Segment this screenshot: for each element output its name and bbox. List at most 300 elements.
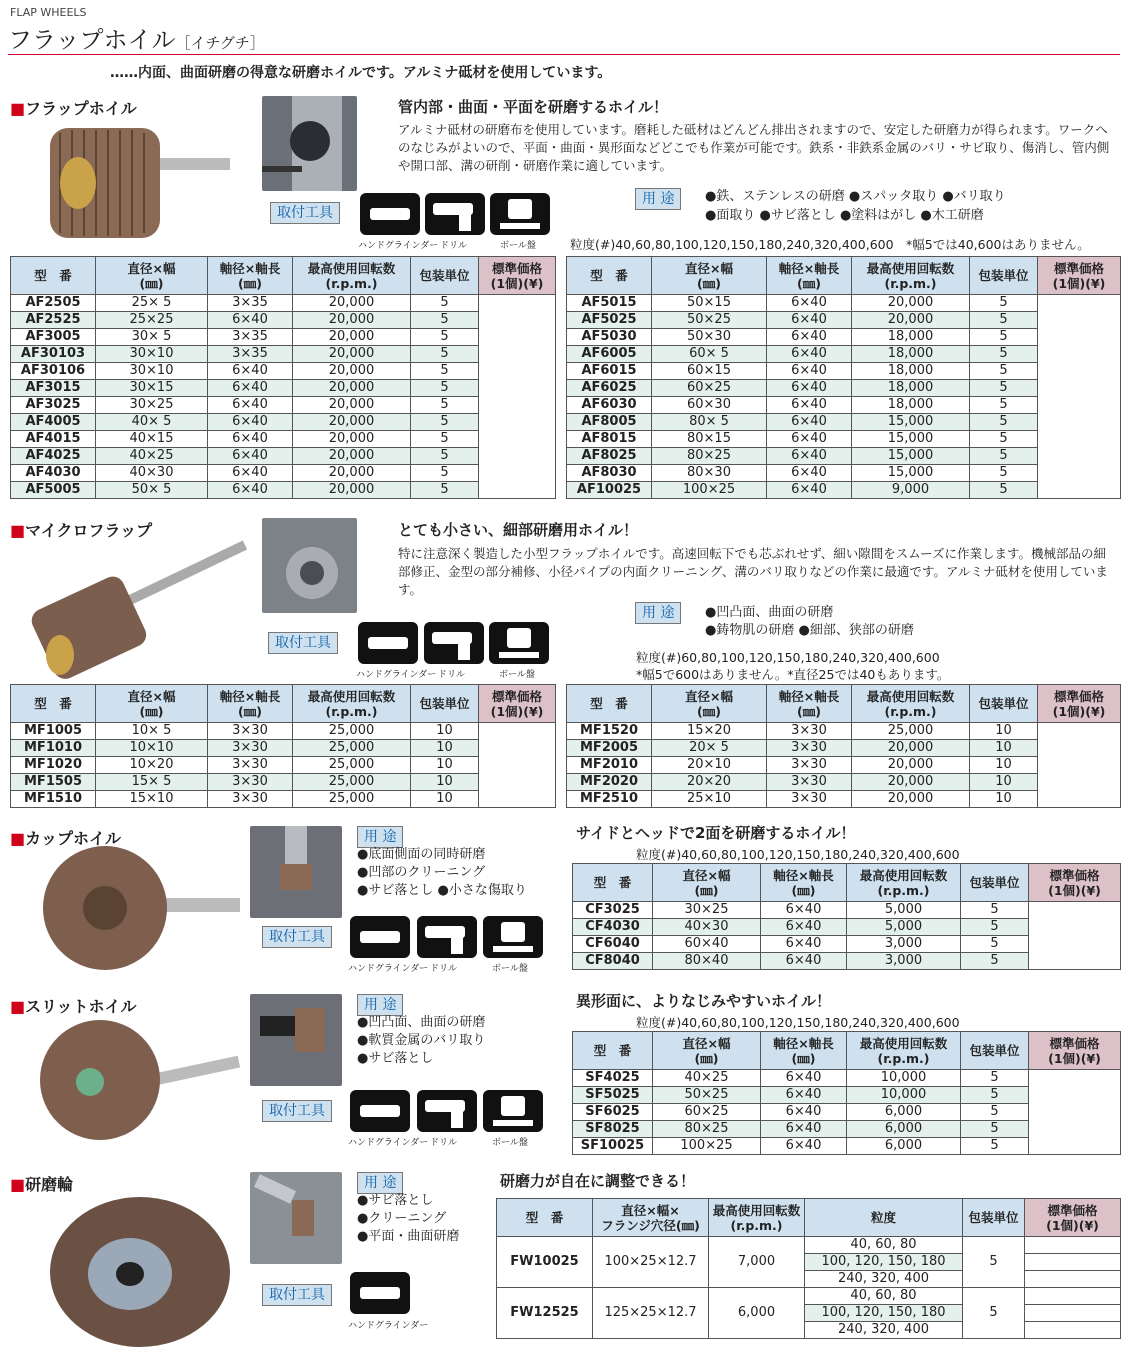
section-title-af: ■フラップホイル [10,99,137,118]
table-cell: 5 [970,431,1038,448]
table-cell: 60×15 [652,363,767,380]
table-cell: 20,000 [293,448,411,465]
table-cell: CF3025 [573,902,653,919]
grinder-icon [350,1272,410,1314]
table-row [567,329,1121,346]
table-header: 直径×幅 (㎜) [652,257,767,295]
table-header: 軸径×軸長 (㎜) [767,685,852,723]
mf-usage-photo [262,518,357,613]
table-cell: AF5025 [567,312,652,329]
table-cell: 5 [411,448,479,465]
fw-tool-tag: 取付工具 [262,1284,332,1306]
table-cell: 5 [961,902,1029,919]
table-cell: 5 [411,312,479,329]
cf-product-image [30,836,240,986]
grit-cell: 240, 320, 400 [805,1271,963,1288]
intro-text: ……内面、曲面研磨の得意な研磨ホイルです。アルミナ砥材を使用しています。 [110,65,612,81]
table-cell: MF1505 [11,774,96,791]
table-row [567,431,1121,448]
fw-usage-list: ●サビ落とし ●クリーニング ●平面・曲面研磨 [357,1193,460,1244]
drill-press-icon [489,622,549,664]
table-cell: 50×25 [653,1087,761,1104]
table-header: 軸径×軸長 (㎜) [767,257,852,295]
table-cell: 6×40 [761,1138,847,1155]
table-header: 軸径×軸長 (㎜) [208,685,293,723]
table-cell: 15,000 [852,431,970,448]
table-row [497,1237,1121,1254]
table-header: 軸径×軸長 (㎜) [761,1032,847,1070]
mf-usage-1: ●凹凸面、曲面の研磨 [705,605,834,620]
table-cell: 3×30 [208,723,293,740]
table-cell: 18,000 [852,380,970,397]
table-cell: 80×15 [652,431,767,448]
table-cell: 3×30 [767,740,852,757]
drill-icon [417,916,477,958]
table-cell: 3×35 [208,295,293,312]
table-row [567,774,1121,791]
table-cell: 3×30 [767,774,852,791]
table-header: 型 番 [573,1032,653,1070]
table-header: 標準価格 (1個)(¥) [479,257,556,295]
table-cell: 5 [961,1070,1029,1087]
table-header: 包装単位 [970,257,1038,295]
table-cell: 80×30 [652,465,767,482]
grit-cell: 40, 60, 80 [805,1237,963,1254]
table-cell: 6×40 [208,431,293,448]
table-row [11,791,556,808]
table-cell: 25× 5 [96,295,208,312]
table-row [11,397,556,414]
grit-cell: 100, 120, 150, 180 [805,1305,963,1322]
mf-headline: とても小さい、細部研磨用ホイル！ [398,521,639,539]
table-cell: 5 [970,465,1038,482]
table-cell: 5 [411,295,479,312]
table-cell: 5 [961,1138,1029,1155]
cf-usage-tag: 用 途 [357,826,403,848]
section-title-cf: ■カップホイル [10,829,121,848]
table-cell: 5 [411,397,479,414]
table-row [11,295,556,312]
table-row [567,723,1121,740]
table-row [11,312,556,329]
cf-grit: 粒度(#)40,60,80,100,120,150,180,240,320,400,600 [636,847,960,862]
table-header: 型 番 [567,257,652,295]
table-cell: 5 [970,380,1038,397]
table-cell: 20,000 [293,380,411,397]
table-cell: 18,000 [852,346,970,363]
table-cell: 25×25 [96,312,208,329]
table-header: 型 番 [11,257,96,295]
table-cell: 5 [970,346,1038,363]
table-cell: 18,000 [852,397,970,414]
table-cell: AF4030 [11,465,96,482]
table-cell: 3×30 [767,757,852,774]
table-cell: SF8025 [573,1121,653,1138]
table-cell: 5 [411,363,479,380]
mf-description: 特に注意深く製造した小型フラップホイルです。高速回転下でも芯ぶれせず、細い隙間をスムーズに作業します。機械部品の細部修正、金型の部分補修、小径パイプの内面クリーニング、溝のバリ取りなどの作業に最適です。アルミナ砥材を使用しています。 [398,546,1108,597]
table-header: 最高使用回転数 (r.p.m.) [847,1032,961,1070]
table-row [567,346,1121,363]
table-row [567,448,1121,465]
table-cell: 6×40 [761,902,847,919]
table-cell: 80× 5 [652,414,767,431]
sf-headline: 異形面に、よりなじみやすいホイル！ [576,992,832,1010]
drill-icon [424,622,484,664]
table-cell: AF10025 [567,482,652,499]
table-cell: 6×40 [208,363,293,380]
table-header: 粒度 [805,1199,963,1237]
drill-press-icon [483,916,543,958]
af-usage-tag: 用 途 [635,188,681,210]
table-cell: 3×30 [208,791,293,808]
table-header: 型 番 [11,685,96,723]
table-row [567,312,1121,329]
table-cell: 15×20 [652,723,767,740]
table-cell: 20,000 [852,295,970,312]
table-header: 直径×幅× フランジ穴径(㎜) [593,1199,709,1237]
table-cell: AF8005 [567,414,652,431]
table-cell: 9,000 [852,482,970,499]
table-cell: 40×25 [96,448,208,465]
table-cell: 25×10 [652,791,767,808]
sf-table [572,1031,1121,1155]
af-product-image [30,118,230,248]
grit-cell: 100, 120, 150, 180 [805,1254,963,1271]
cf-usage-photo [250,826,342,918]
table-cell: AF30106 [11,363,96,380]
table-cell: 25,000 [293,723,411,740]
table-cell: 20,000 [293,363,411,380]
mf-product-image [20,540,250,680]
table-cell: AF6015 [567,363,652,380]
table-row [11,380,556,397]
table-cell: 20×20 [652,774,767,791]
table-row [567,740,1121,757]
table-row [567,757,1121,774]
table-cell: AF3025 [11,397,96,414]
table-cell: AF4015 [11,431,96,448]
table-cell: 5 [970,482,1038,499]
table-cell: 5 [411,482,479,499]
fw-usage-tag: 用 途 [357,1172,403,1194]
table-cell: 6×40 [208,465,293,482]
table-header: 最高使用回転数 (r.p.m.) [847,864,961,902]
table-cell: 20,000 [293,295,411,312]
table-row [11,774,556,791]
price-cell [1038,295,1121,499]
table-cell: 6×40 [767,312,852,329]
table-cell: 6,000 [709,1288,805,1339]
table-cell: 6×40 [761,1104,847,1121]
table-cell: 15,000 [852,414,970,431]
table-cell: 6×40 [767,329,852,346]
table-cell: 10 [970,774,1038,791]
mf-grit-1: 粒度(#)60,80,100,120,150,180,240,320,400,600 [636,650,940,665]
table-cell: 25,000 [293,774,411,791]
table-cell: 20,000 [852,774,970,791]
table-row [567,465,1121,482]
table-cell: 100×25 [653,1138,761,1155]
table-cell: AF3005 [11,329,96,346]
table-cell: 6×40 [208,312,293,329]
table-cell: 18,000 [852,329,970,346]
table-cell: 10 [970,757,1038,774]
table-row [11,363,556,380]
fw-usage-photo [250,1172,342,1264]
table-header: 包装単位 [411,257,479,295]
table-cell: AF5005 [11,482,96,499]
table-cell: 60× 5 [652,346,767,363]
table-cell: 20,000 [293,397,411,414]
table-row [497,1288,1121,1305]
price-cell [1038,723,1121,808]
price-cell [1025,1237,1121,1254]
table-cell: 50×15 [652,295,767,312]
af-usage-photo [262,96,357,191]
table-cell: MF1010 [11,740,96,757]
table-cell: 20× 5 [652,740,767,757]
table-cell: SF10025 [573,1138,653,1155]
grinder-icon [358,622,418,664]
table-cell: 5 [411,431,479,448]
cf-table [572,863,1121,970]
price-cell [479,723,556,808]
table-cell: 6×40 [208,448,293,465]
table-cell: CF6040 [573,936,653,953]
table-header: 軸径×軸長 (㎜) [208,257,293,295]
table-header: 標準価格 (1個)(¥) [1038,257,1121,295]
table-cell: 100×25×12.7 [593,1237,709,1288]
table-cell: CF8040 [573,953,653,970]
table-cell: 5 [970,312,1038,329]
table-cell: AF8015 [567,431,652,448]
table-cell: 6×40 [767,482,852,499]
price-cell [1025,1254,1121,1271]
grinder-icon [350,916,410,958]
table-cell: 20,000 [293,482,411,499]
table-cell: 6×40 [767,431,852,448]
table-cell: 15× 5 [96,774,208,791]
table-cell: 5,000 [847,902,961,919]
mf-grit-2: *幅5で600はありません。*直径25では40もあります。 [636,667,950,682]
table-cell: 10 [411,791,479,808]
table-cell: 15,000 [852,465,970,482]
table-cell: 40×15 [96,431,208,448]
table-row [567,414,1121,431]
table-cell: 5 [970,329,1038,346]
table-cell: MF2005 [567,740,652,757]
table-row [573,902,1121,919]
table-cell: 6×40 [767,465,852,482]
table-cell: 6×40 [767,295,852,312]
table-header: 直径×幅 (㎜) [653,1032,761,1070]
table-header: 最高使用回転数 (r.p.m.) [293,257,411,295]
table-cell: AF8030 [567,465,652,482]
table-cell: 50×25 [652,312,767,329]
table-cell: 15×10 [96,791,208,808]
table-cell: 30×10 [96,363,208,380]
table-cell: AF5015 [567,295,652,312]
table-cell: 60×25 [652,380,767,397]
table-cell: 80×25 [652,448,767,465]
table-cell: AF6030 [567,397,652,414]
table-cell: 5 [970,414,1038,431]
cf-tool-tag: 取付工具 [262,926,332,948]
table-cell: 6×40 [208,414,293,431]
table-cell: CF4030 [573,919,653,936]
table-row [11,757,556,774]
table-cell: 5 [970,363,1038,380]
table-row [567,380,1121,397]
table-cell: 6×40 [767,346,852,363]
table-cell: 125×25×12.7 [593,1288,709,1339]
grinder-icon [350,1090,410,1132]
table-cell: MF1005 [11,723,96,740]
table-row [11,482,556,499]
mf-usage-tag: 用 途 [635,602,681,624]
fw-headline: 研磨力が自在に調整できる！ [500,1172,696,1190]
table-cell: MF2510 [567,791,652,808]
table-cell: 3×30 [208,740,293,757]
table-header: 標準価格 (1個)(¥) [1025,1199,1121,1237]
af-usage-2: ●面取り ●サビ落とし ●塗料はがし ●木工研磨 [705,208,984,223]
table-cell: 20,000 [852,791,970,808]
table-row [11,346,556,363]
header-en: FLAP WHEELS [10,6,87,19]
grinder-icon [360,193,420,235]
table-header: 直径×幅 (㎜) [96,685,208,723]
table-cell: 6×40 [761,953,847,970]
af-tool-tag: 取付工具 [270,202,340,224]
table-cell: MF2010 [567,757,652,774]
table-cell: 18,000 [852,363,970,380]
table-cell: 20,000 [293,312,411,329]
price-cell [1025,1288,1121,1305]
table-cell: AF8025 [567,448,652,465]
table-cell: 5 [961,1121,1029,1138]
sf-grit: 粒度(#)40,60,80,100,120,150,180,240,320,400,600 [636,1015,960,1030]
table-header: 標準価格 (1個)(¥) [1038,685,1121,723]
table-header: 包装単位 [961,864,1029,902]
table-cell: 6×40 [208,482,293,499]
table-cell: 20,000 [293,431,411,448]
table-cell: 5 [963,1288,1025,1339]
table-cell: 6×40 [767,397,852,414]
table-cell: 6×40 [767,448,852,465]
table-header: 最高使用回転数 (r.p.m.) [709,1199,805,1237]
table-row [567,397,1121,414]
table-header: 包装単位 [963,1199,1025,1237]
table-header: 包装単位 [961,1032,1029,1070]
cf-headline: サイドとヘッドで2面を研磨するホイル！ [576,824,856,842]
table-header: 型 番 [573,864,653,902]
table-cell: 80×25 [653,1121,761,1138]
mf-tool-tag: 取付工具 [268,632,338,654]
table-cell: 6×40 [761,1070,847,1087]
table-cell: 3×35 [208,346,293,363]
table-cell: 20,000 [293,414,411,431]
table-header: 直径×幅 (㎜) [652,685,767,723]
mf-table-right [566,684,1121,808]
table-row [573,1070,1121,1087]
table-cell: 40×25 [653,1070,761,1087]
table-cell: 30×15 [96,380,208,397]
section-title-fw: ■研磨輪 [10,1175,74,1194]
price-cell [1025,1322,1121,1339]
table-cell: 5 [970,397,1038,414]
table-cell: 5 [411,414,479,431]
table-cell: 6×40 [767,363,852,380]
table-cell: MF1510 [11,791,96,808]
section-title-mf: ■マイクロフラップ [10,521,153,540]
table-cell: AF5030 [567,329,652,346]
af-grit: 粒度(#)40,60,80,100,120,150,180,240,320,400,600 *幅5では40,600はありません。 [570,237,1090,252]
table-cell: 10 [411,740,479,757]
table-cell: 6×40 [208,397,293,414]
table-row [567,295,1121,312]
table-cell: 100×25 [652,482,767,499]
header-divider [8,54,1120,55]
cf-usage-list: ●底面側面の同時研磨 ●凹部のクリーニング ●サビ落とし ●小さな傷取り [357,847,527,898]
table-cell: 5 [963,1237,1025,1288]
table-header: 包装単位 [970,685,1038,723]
af-table-right [566,256,1121,499]
sf-usage-tag: 用 途 [357,994,403,1016]
table-cell: 5 [961,1104,1029,1121]
sf-product-image [30,1010,240,1150]
drill-press-icon [490,193,550,235]
drill-press-icon [483,1090,543,1132]
table-cell: 25,000 [293,757,411,774]
mf-usage-2: ●鋳物肌の研磨 ●細部、狭部の研磨 [705,623,914,638]
table-cell: 6,000 [847,1138,961,1155]
table-cell: 5 [970,448,1038,465]
table-cell: AF6005 [567,346,652,363]
table-cell: 15,000 [852,448,970,465]
table-cell: 10,000 [847,1087,961,1104]
price-cell [1025,1271,1121,1288]
table-cell: 10 [970,723,1038,740]
table-cell: 80×40 [653,953,761,970]
table-cell: MF1020 [11,757,96,774]
table-cell: 6×40 [767,380,852,397]
price-cell [1025,1305,1121,1322]
table-cell: 5 [411,465,479,482]
table-cell: SF6025 [573,1104,653,1121]
table-row [11,723,556,740]
table-cell: 6×40 [761,1121,847,1138]
table-cell: 5 [411,346,479,363]
table-cell: 10 [411,774,479,791]
table-cell: 5 [961,1087,1029,1104]
table-cell: 50×30 [652,329,767,346]
table-cell: AF2525 [11,312,96,329]
table-header: 最高使用回転数 (r.p.m.) [852,257,970,295]
table-cell: 3×30 [208,757,293,774]
table-cell: 5 [961,953,1029,970]
table-cell: 20,000 [852,740,970,757]
table-row [567,791,1121,808]
table-cell: AF2505 [11,295,96,312]
table-row [11,465,556,482]
table-row [11,329,556,346]
table-header: 最高使用回転数 (r.p.m.) [852,685,970,723]
table-row [567,482,1121,499]
table-cell: SF5025 [573,1087,653,1104]
mf-table-left [10,684,556,808]
table-cell: 60×30 [652,397,767,414]
table-cell: 40× 5 [96,414,208,431]
